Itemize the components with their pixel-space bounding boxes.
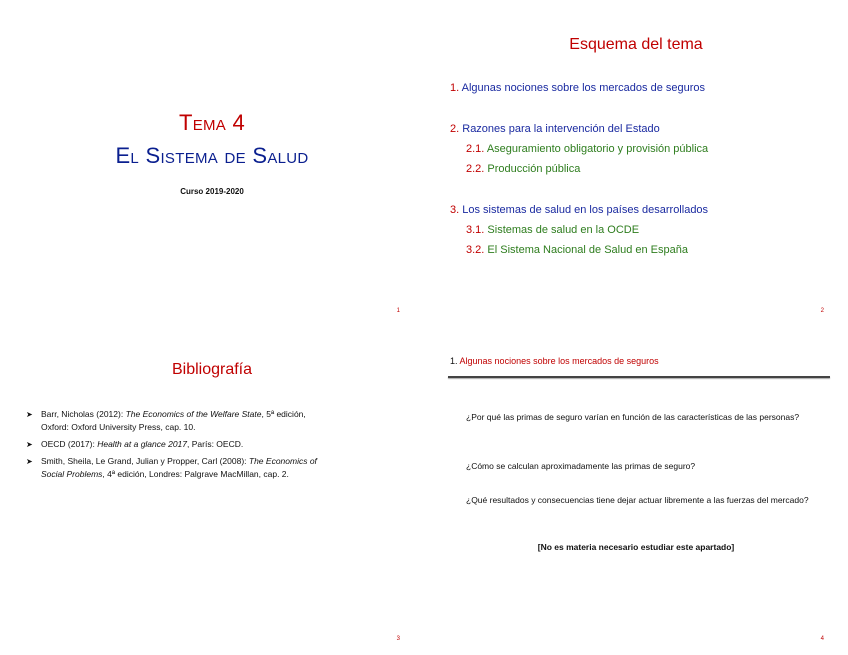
arrow-bullet-icon: ➤ <box>26 410 33 419</box>
slide-bibliography <box>0 328 424 655</box>
bibliography-item <box>26 455 400 481</box>
ref-text: , París: OECD. <box>187 439 244 449</box>
ref-text: Smith, Sheila, Le Grand, Julian y Propper, Carl (2008): <box>41 456 249 466</box>
ref-title: The Economics of the Welfare State <box>125 409 262 419</box>
section-header <box>450 356 659 366</box>
ref-title: Health at a glance 2017 <box>97 439 188 449</box>
slide-title <box>0 0 424 327</box>
page-number: 3 <box>396 636 400 642</box>
slide-outline <box>424 0 848 327</box>
outline-number: 3. <box>450 204 460 216</box>
outline-text: El Sistema Nacional de Salud en España <box>487 244 688 256</box>
ref-title: The Economics of <box>248 456 317 466</box>
outline-text: Sistemas de salud en la OCDE <box>487 224 640 236</box>
ref-text: , 4ª edición, Londres: Palgrave MacMillan, cap. 2. <box>102 469 289 479</box>
ref-title: Social Problems <box>41 469 103 479</box>
bibliography-item <box>26 408 400 434</box>
outline-item <box>450 123 660 135</box>
bibliography-list <box>26 408 400 485</box>
outline-item <box>450 82 705 94</box>
bibliography-item <box>26 438 400 451</box>
page-number: 4 <box>820 636 824 642</box>
arrow-bullet-icon: ➤ <box>26 457 33 466</box>
page-number: 2 <box>820 308 824 314</box>
outline-number: 2.1. <box>466 143 485 155</box>
slide-title-line1: Tema 4 <box>178 110 246 135</box>
outline-subitem <box>466 143 708 155</box>
outline-subitem <box>466 224 639 236</box>
outline-text: Razones para la intervención del Estado <box>462 123 660 135</box>
course-label: Curso 2019-2020 <box>180 187 244 196</box>
ref-text: OECD (2017): <box>41 439 98 449</box>
bibliography-line <box>41 408 400 421</box>
slide-heading: Bibliografía <box>171 361 253 378</box>
bibliography-line <box>41 468 400 481</box>
ref-text: Barr, Nicholas (2012): <box>41 409 126 419</box>
outline-number: 2.2. <box>466 163 485 175</box>
section-divider <box>448 376 830 378</box>
outline-number: 3.2. <box>466 244 485 256</box>
slide-heading: Esquema del tema <box>569 36 703 53</box>
outline-subitem <box>466 163 580 175</box>
outline-text: Aseguramiento obligatorio y provisión pública <box>486 143 709 155</box>
bibliography-line: Oxford: Oxford University Press, cap. 10. <box>41 422 196 432</box>
slide-insurance-markets <box>424 328 848 655</box>
ref-text: , 5ª edición, <box>261 409 306 419</box>
outline-text: Algunas nociones sobre los mercados de seguros <box>461 82 706 94</box>
question-text: ¿Qué resultados y consecuencias tiene dejar actuar libremente a las fuerzas del mercado? <box>466 495 809 505</box>
outline-subitem <box>466 244 688 256</box>
question-text: ¿Por qué las primas de seguro varían en función de las características de las personas? <box>466 412 800 422</box>
note-text: [No es materia necesario estudiar este apartado] <box>537 542 735 552</box>
outline-text: Producción pública <box>487 163 581 175</box>
bibliography-line <box>41 438 400 451</box>
section-number: 1. <box>450 356 458 366</box>
outline-text: Los sistemas de salud en los países desarrollados <box>462 204 709 216</box>
slide-title-line2: El Sistema de Salud <box>115 143 309 168</box>
question-text: ¿Cómo se calculan aproximadamente las primas de seguro? <box>466 461 696 471</box>
outline-item <box>450 204 708 216</box>
page-number: 1 <box>396 308 400 314</box>
bibliography-line <box>41 455 400 468</box>
section-title: Algunas nociones sobre los mercados de seguros <box>459 356 659 366</box>
outline-number: 2. <box>450 123 460 135</box>
arrow-bullet-icon: ➤ <box>26 440 33 449</box>
outline-number: 1. <box>450 82 460 94</box>
outline-number: 3.1. <box>466 224 485 236</box>
